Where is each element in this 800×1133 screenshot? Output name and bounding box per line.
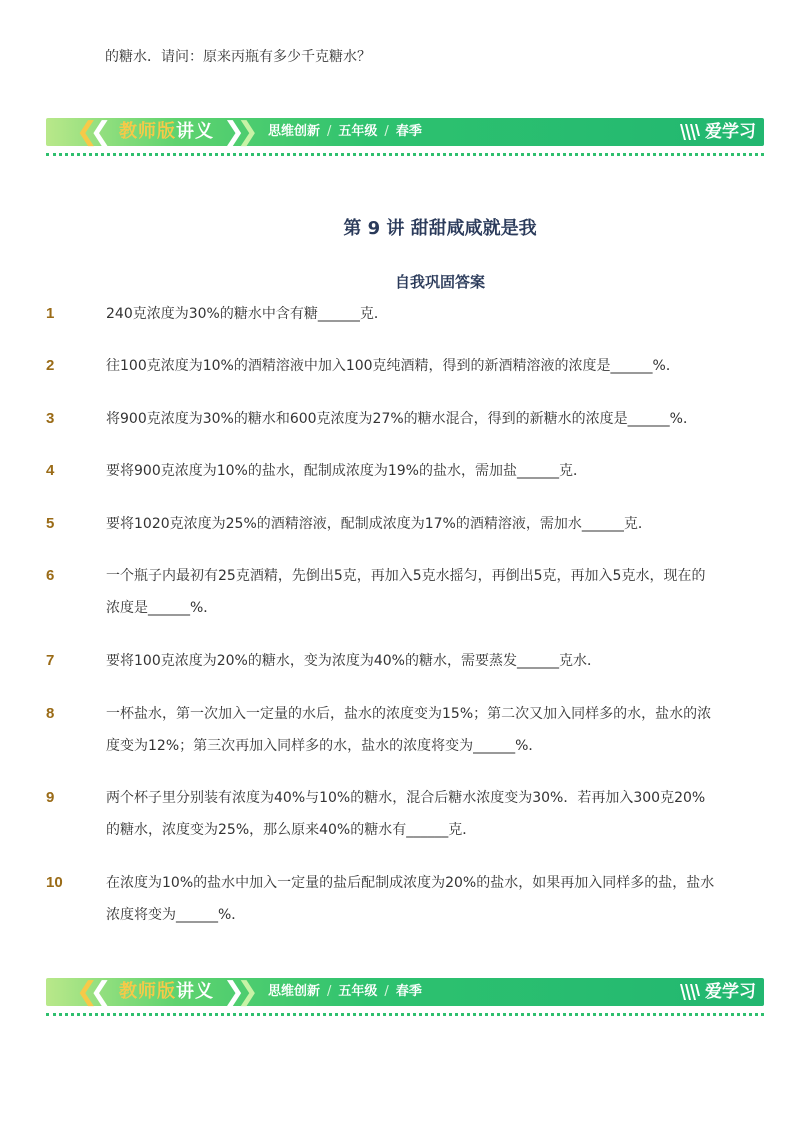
- brand-mark-icon: [679, 122, 701, 142]
- lecture-title: 第 9 讲 甜甜咸咸就是我: [343, 218, 537, 239]
- header-banner: [46, 118, 764, 158]
- crumb-season: 春季: [395, 984, 422, 999]
- question-number: 8: [46, 705, 55, 722]
- question-text: 240克浓度为30%的糖水中含有糖______克．: [106, 306, 388, 322]
- brand-name: 爱学习: [705, 122, 756, 142]
- brand-mark-icon: [679, 982, 701, 1002]
- brand-logo: [679, 980, 756, 1004]
- chevron-left-icon: ❮❮: [76, 117, 104, 147]
- footer-banner: [46, 978, 764, 1018]
- banner-title-b: 讲义: [176, 981, 214, 1002]
- question-text: 往100克浓度为10%的酒精溶液中加入100克纯酒精，得到的新酒精溶液的浓度是______%．: [106, 358, 680, 374]
- banner-title-b: 讲义: [176, 121, 214, 142]
- question-number: 2: [46, 357, 55, 374]
- crumb-grade: 五年级: [338, 124, 378, 139]
- question-number: 4: [46, 462, 55, 479]
- crumb-separator: /: [327, 984, 332, 999]
- question-number: 9: [46, 789, 55, 806]
- question-number: 7: [46, 652, 55, 669]
- chevron-left-icon: ❮❮: [76, 977, 104, 1007]
- crumb-separator: /: [327, 124, 332, 139]
- section-title: 自我巩固答案: [394, 273, 485, 291]
- question-text: 一杯盐水，第一次加入一定量的水后，盐水的浓度变为15%；第二次又加入同样多的水，盐水的浓度变为12%；第三次再加入同样多的水，盐水的浓度将变为______%．: [106, 706, 712, 754]
- crumb-separator: /: [384, 124, 389, 139]
- question-text: 要将1020克浓度为25%的酒精溶液，配制成浓度为17%的酒精溶液，需加水______克．: [106, 516, 652, 532]
- banner-title: [119, 121, 214, 143]
- question-text: 要将100克浓度为20%的糖水，变为浓度为40%的糖水，需要蒸发______克水．: [106, 653, 601, 669]
- brand-name: 爱学习: [705, 982, 756, 1002]
- carry-over-text: 的糖水．请问：原来丙瓶有多少千克糖水？: [105, 49, 371, 65]
- banner-title-a: 教师版: [119, 981, 176, 1002]
- question-number: 6: [46, 567, 55, 584]
- breadcrumb: [268, 984, 422, 1000]
- banner-dotted-line: [46, 153, 764, 156]
- crumb-grade: 五年级: [338, 984, 378, 999]
- question-text: 在浓度为10%的盐水中加入一定量的盐后配制成浓度为20%的盐水，如果再加入同样多的盐，盐水浓度将变为______%．: [106, 875, 715, 923]
- question-text: 两个杯子里分别装有浓度为40%与10%的糖水，混合后糖水浓度变为30%．若再加入300克20%的糖水，浓度变为25%，那么原来40%的糖水有______克．: [106, 790, 706, 838]
- crumb-season: 春季: [395, 124, 422, 139]
- question-number: 3: [46, 410, 55, 427]
- crumb-subject: 思维创新: [268, 984, 321, 999]
- question-number: 1: [46, 305, 55, 322]
- question-text: 要将900克浓度为10%的盐水，配制成浓度为19%的盐水，需加盐______克．: [106, 463, 587, 479]
- question-text: 一个瓶子内最初有25克酒精，先倒出5克，再加入5克水摇匀，再倒出5克，再加入5克水，现在的浓度是______%．: [106, 568, 706, 616]
- brand-logo: [679, 120, 756, 144]
- banner-dotted-line: [46, 1013, 764, 1016]
- question-text: 将900克浓度为30%的糖水和600克浓度为27%的糖水混合，得到的新糖水的浓度是______%．: [106, 411, 697, 427]
- chevron-right-icon: ❯❯: [223, 977, 251, 1007]
- breadcrumb: [268, 124, 422, 140]
- crumb-separator: /: [384, 984, 389, 999]
- question-number: 10: [46, 874, 63, 891]
- chevron-right-icon: ❯❯: [223, 117, 251, 147]
- crumb-subject: 思维创新: [268, 124, 321, 139]
- banner-title-a: 教师版: [119, 121, 176, 142]
- question-number: 5: [46, 515, 55, 532]
- banner-title: [119, 981, 214, 1003]
